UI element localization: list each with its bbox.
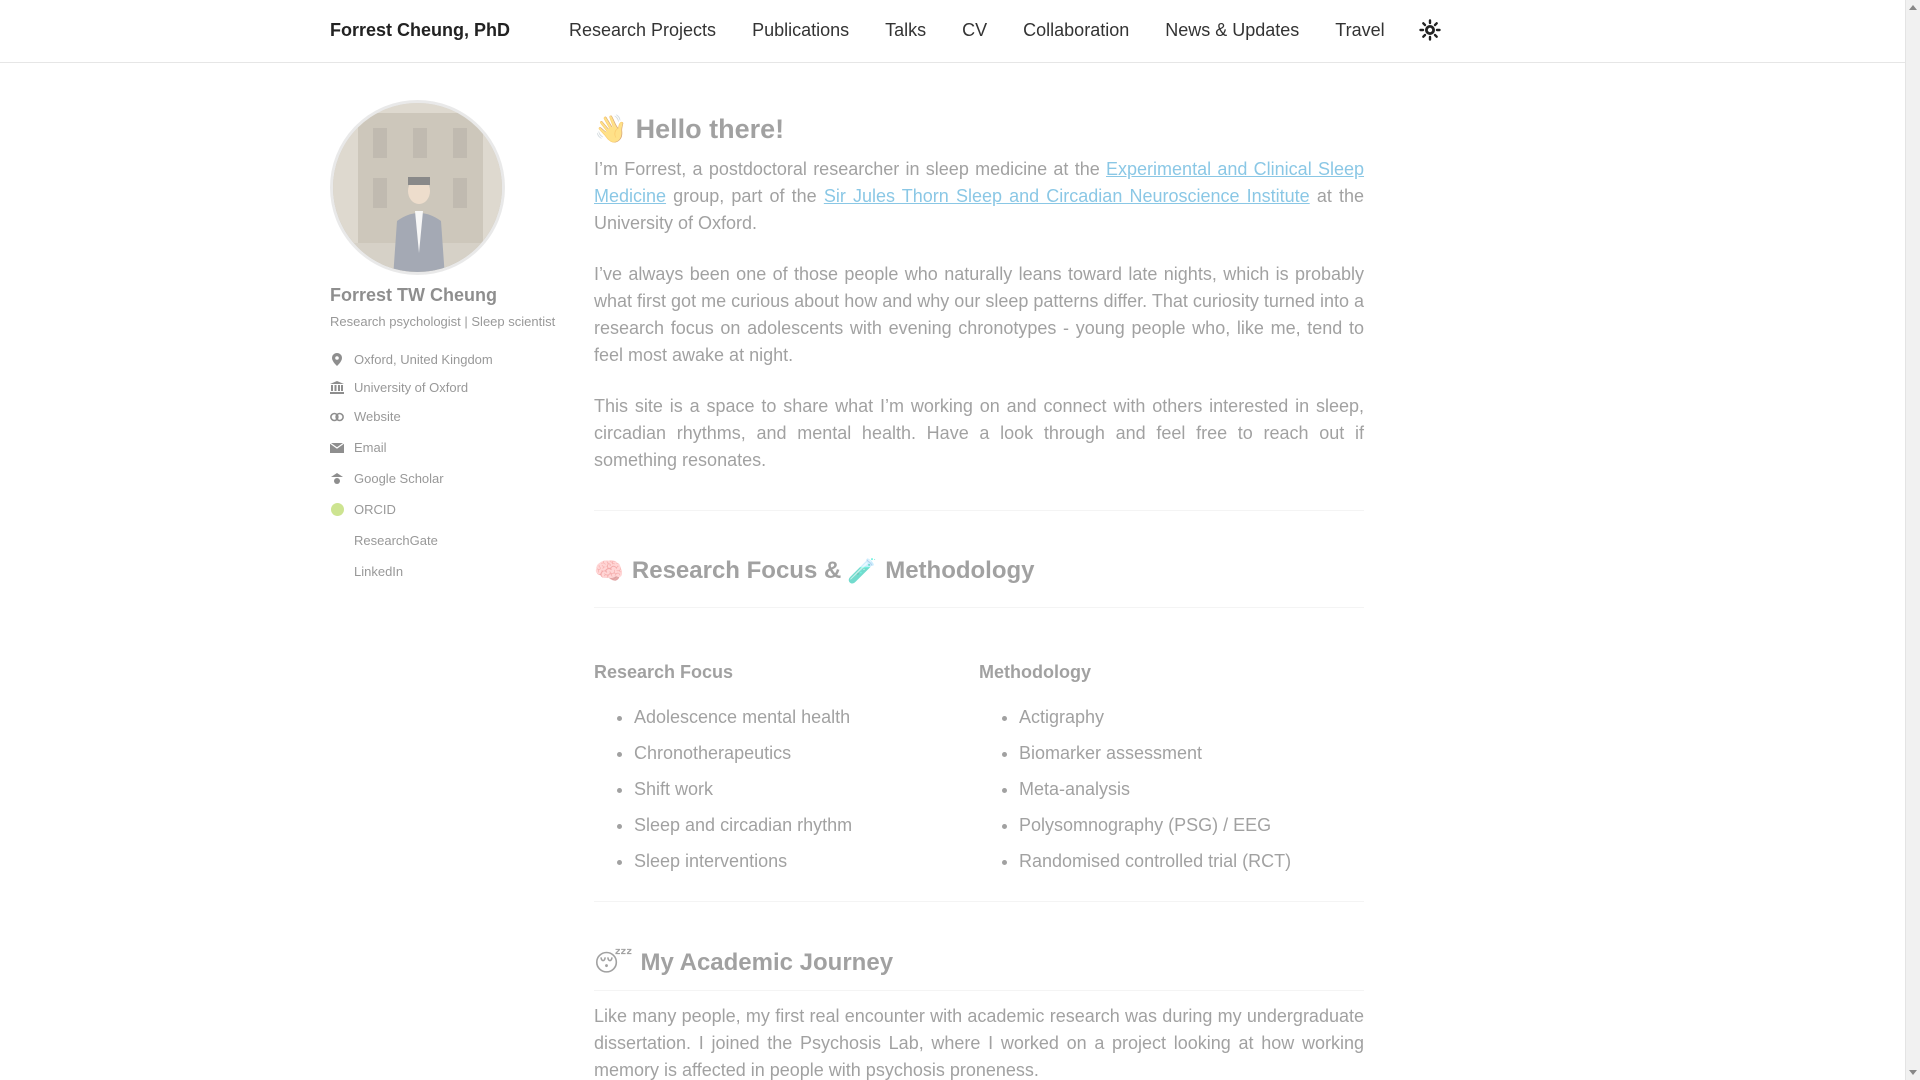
university-text: University of Oxford	[354, 379, 469, 395]
research-focus-title: Research Focus	[594, 662, 734, 682]
intro-text-end: at the University of Oxford.	[594, 186, 1365, 233]
list-item: • Adolescence mental health	[634, 707, 979, 743]
profile-link-university	[330, 373, 493, 401]
research-focus-list	[594, 707, 979, 887]
map-marker-icon	[330, 353, 344, 367]
envelope-icon	[330, 441, 344, 455]
intro-text-start: I’m Forrest, a postdoctoral researcher in sleep medicine at the	[594, 159, 1107, 179]
brain-icon: 🧠	[594, 557, 624, 585]
profile-link-email[interactable]	[330, 432, 493, 463]
heading-underline	[594, 990, 1364, 991]
linkedin-label[interactable]: LinkedIn	[354, 564, 404, 579]
heading-underline	[594, 607, 1364, 608]
top-navbar	[0, 0, 1905, 63]
list-item: • Sleep interventions	[634, 851, 979, 887]
link-icon	[330, 410, 344, 424]
focus-columns	[594, 662, 1364, 887]
list-item: • Chronotherapeutics	[634, 743, 979, 779]
orcid-icon	[330, 503, 344, 517]
brand-link[interactable]: Forrest Cheung, PhD	[330, 20, 511, 40]
list-item: • Polysomnography (PSG) / EEG	[1019, 815, 1364, 851]
list-item: • Shift work	[634, 779, 979, 815]
hello-section	[594, 111, 1364, 474]
location-text: Oxford, United Kingdom	[354, 352, 493, 367]
list-item: • Meta-analysis	[1019, 779, 1364, 815]
email-label[interactable]: Email	[354, 440, 387, 455]
site-purpose-paragraph: This site is a space to share what I’m working on and connect with others interested in sleep, circadian rhythms, and mental health. Have a look through and feel free to reach out if something resonates.	[594, 396, 1364, 470]
journey-heading	[594, 946, 1364, 980]
nav-news-updates[interactable]: News & Updates	[1165, 20, 1300, 40]
section-divider	[594, 901, 1364, 902]
nav-talks[interactable]: Talks	[885, 20, 927, 40]
profile-link-website[interactable]	[330, 401, 493, 432]
sun-icon	[1419, 19, 1441, 41]
sjt-institute-link[interactable]: Sir Jules Thorn Sleep and Circadian Neuroscience Institute	[823, 186, 1310, 206]
nav-collaboration[interactable]: Collaboration	[1023, 20, 1130, 40]
profile-link-location	[330, 346, 493, 373]
research-focus-column	[594, 662, 979, 887]
methodology-list	[979, 707, 1364, 887]
nav-travel[interactable]: Travel	[1335, 20, 1385, 40]
focus-title-a: Research Focus &	[631, 557, 842, 584]
scholar-icon	[330, 472, 344, 486]
hello-title: Hello there!	[635, 113, 785, 144]
focus-heading	[594, 553, 1364, 589]
profile-links	[330, 346, 493, 587]
theme-toggle-button[interactable]	[1419, 19, 1441, 41]
ecsm-link[interactable]: Experimental and Clinical Sleep Medicine	[594, 159, 1365, 206]
avatar-photo	[333, 103, 505, 275]
focus-section	[594, 553, 1364, 887]
methodology-column	[979, 662, 1364, 887]
google-scholar-label[interactable]: Google Scholar	[354, 471, 444, 486]
orcid-label[interactable]: ORCID	[354, 502, 396, 517]
avatar	[330, 100, 505, 275]
main-article	[594, 64, 1364, 1080]
profile-link-researchgate[interactable]	[330, 525, 493, 556]
list-item: • Biomarker assessment	[1019, 743, 1364, 779]
journey-section	[594, 946, 1364, 1080]
vertical-scrollbar[interactable]	[1905, 0, 1920, 1080]
methodology-title: Methodology	[979, 662, 1091, 682]
focus-title-b: Methodology	[885, 557, 1035, 584]
nav-cv[interactable]: CV	[962, 20, 988, 40]
section-divider	[594, 510, 1364, 511]
hello-heading	[594, 111, 1364, 147]
list-item: • Actigraphy	[1019, 707, 1364, 743]
intro-paragraph	[594, 156, 1364, 237]
list-item: • Sleep and circadian rhythm	[634, 815, 979, 851]
page-content	[0, 64, 1905, 1080]
profile-name: Forrest TW Cheung	[330, 285, 497, 305]
scroll-down-arrow-icon[interactable]	[1909, 1070, 1917, 1075]
profile-link-linkedin[interactable]	[330, 556, 493, 587]
profile-tagline: Research psychologist | Sleep scientist	[330, 314, 556, 329]
sleeping-face-icon: 😴	[594, 949, 633, 977]
website-label[interactable]: Website	[354, 409, 401, 424]
chronotype-paragraph: I’ve always been one of those people who naturally leans toward late nights, which is probably what first got me curious about how and why our sleep patterns differ. That curiosity turned into a research focus on adolescents with evening chronotypes - young people who, like me, tend to feel most awake at night.	[594, 264, 1364, 365]
researchgate-label[interactable]: ResearchGate	[354, 533, 438, 548]
intro-text-mid: group, part of the	[666, 186, 824, 206]
profile-link-google-scholar[interactable]	[330, 463, 493, 494]
university-icon	[330, 380, 344, 394]
nav-research-projects[interactable]: Research Projects	[569, 20, 717, 40]
journey-title: My Academic Journey	[640, 949, 894, 976]
profile-link-orcid[interactable]	[330, 494, 493, 525]
list-item: • Randomised controlled trial (RCT)	[1019, 851, 1364, 887]
nav-publications[interactable]: Publications	[752, 20, 850, 40]
waving-hand-icon: 👋	[594, 114, 628, 144]
nav-links	[569, 20, 1421, 41]
scroll-up-arrow-icon[interactable]	[1909, 5, 1917, 10]
test-tube-icon: 🧪	[847, 557, 878, 585]
journey-paragraph: Like many people, my first real encounter with academic research was during my undergraduate dissertation. I joined the Psychosis Lab, where I worked on a project looking at how working memory is affected in people with psychosis proneness.	[594, 1006, 1364, 1080]
